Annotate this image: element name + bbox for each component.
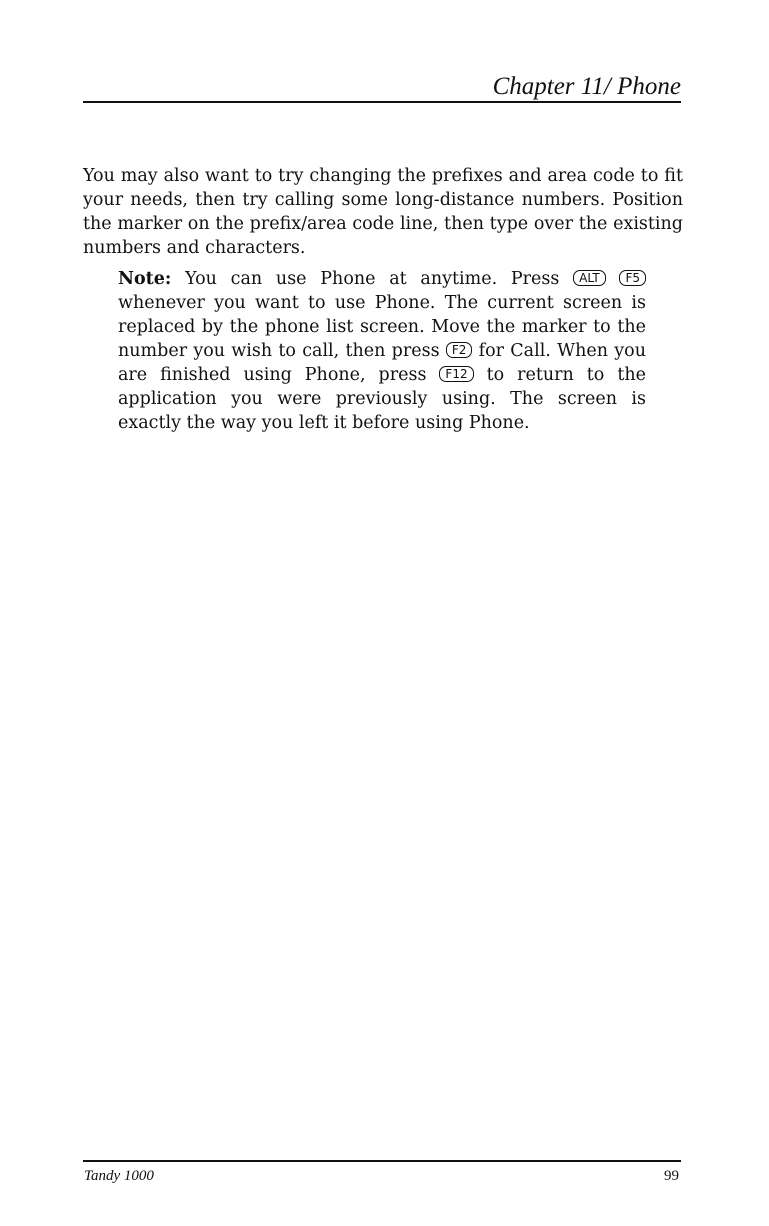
body-paragraph: You may also want to try changing the prefixes and area code to fit your needs, then try calling some long-distance numbers. Position the marker on the prefix/area code line, then type over the existing numbers and characters. [83, 166, 683, 258]
note-text-3: for Call. When you are finished using Phone, press [118, 341, 646, 385]
note-label: Note: [118, 269, 172, 289]
header-rule [83, 101, 681, 103]
alt-key-icon: ALT [573, 270, 606, 286]
note-text-1: You can use Phone at anytime. Press [171, 269, 574, 289]
chapter-title: Chapter 11/ Phone [492, 73, 681, 100]
footer-rule [83, 1160, 681, 1162]
f12-key-icon: F12 [439, 366, 473, 382]
f5-key-icon: F5 [619, 270, 646, 286]
note-paragraph [118, 267, 646, 435]
note-text-4: to return to the application you were previously using. The screen is exactly the way you left it before using Phone. [118, 365, 646, 433]
page-number: 99 [664, 1168, 679, 1184]
f2-key-icon: F2 [446, 342, 473, 358]
footer-book-title: Tandy 1000 [84, 1168, 154, 1184]
note-text-2: whenever you want to use Phone. The current screen is replaced by the phone list screen. Move the marker to the number you wish to call, then press [118, 293, 646, 361]
